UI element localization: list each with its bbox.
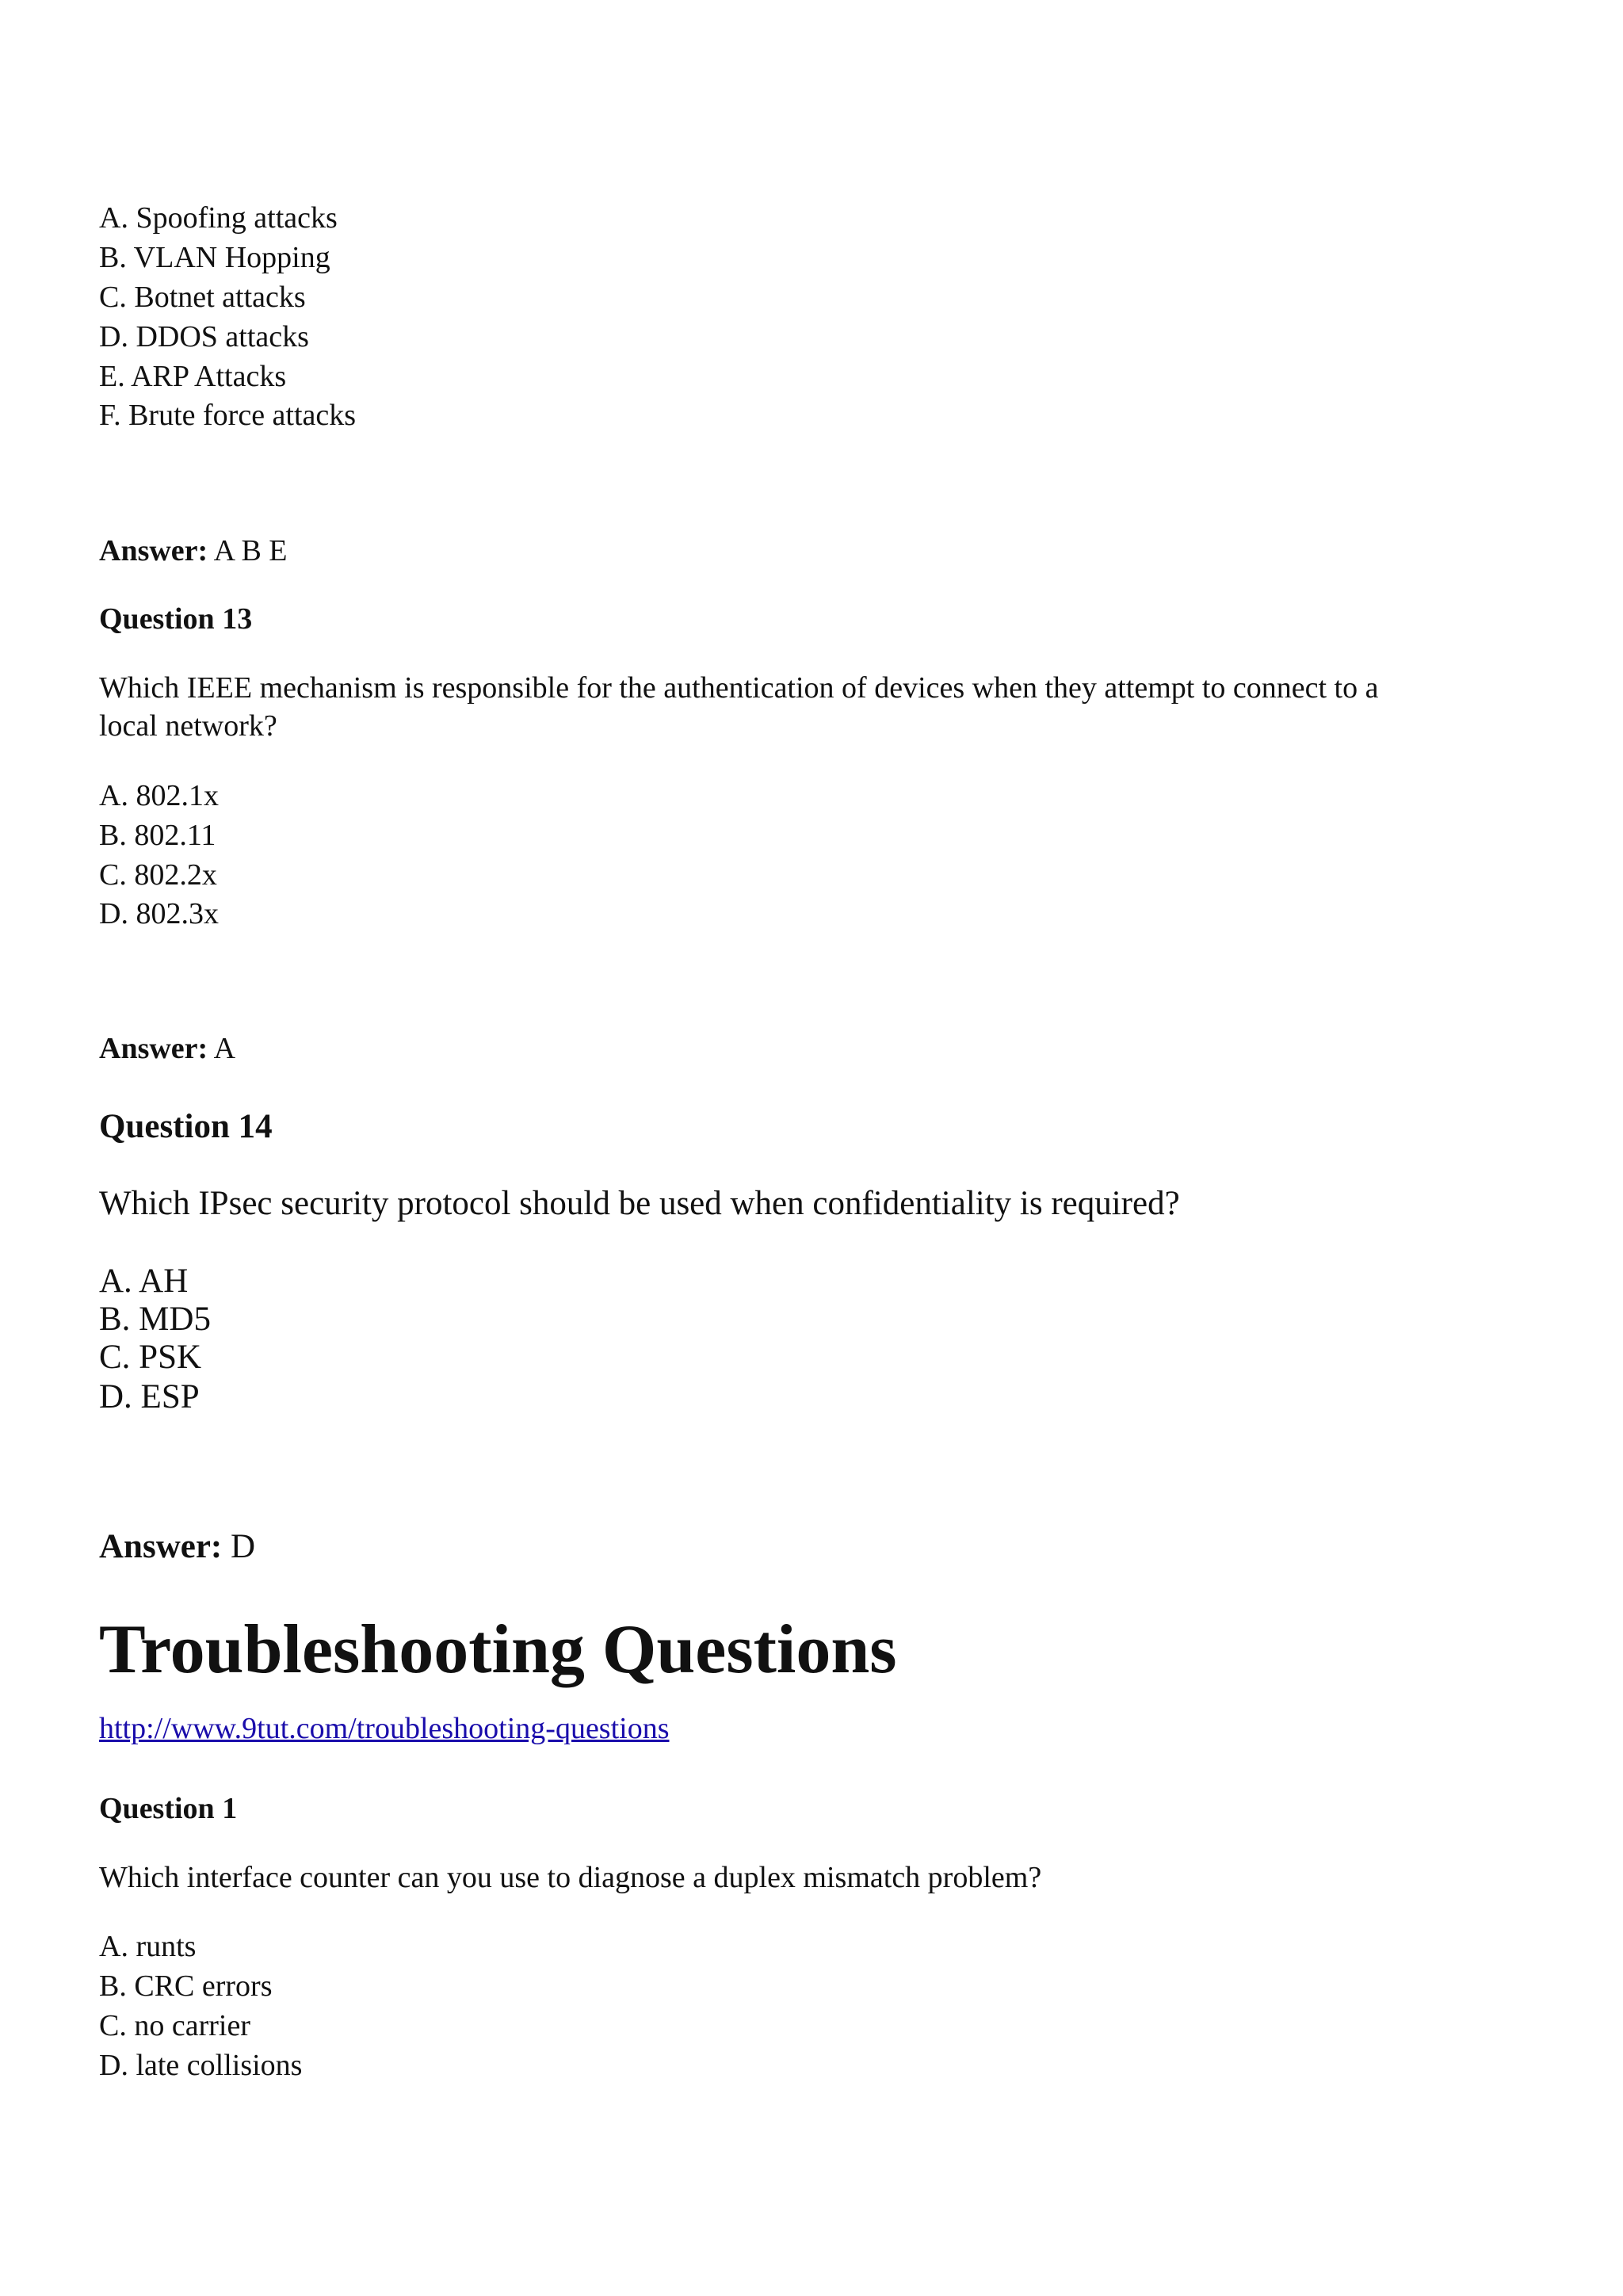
option-c: C. Botnet attacks (99, 281, 306, 314)
q14-option-b: B. MD5 (99, 1301, 211, 1338)
q14-option-d: D. ESP (99, 1378, 200, 1415)
q13-answer-line (99, 1033, 235, 1064)
q13-option-c: C. 802.2x (99, 858, 217, 892)
tq1-option-b: B. CRC errors (99, 1969, 273, 2003)
q13-option-a: A. 802.1x (99, 779, 219, 812)
q13-option-d: D. 802.3x (99, 897, 219, 930)
question-13-title: Question 13 (99, 602, 253, 636)
tq1-option-a: A. runts (99, 1930, 197, 1963)
q14-option-a: A. AH (99, 1263, 189, 1300)
question-13-text-line1: Which IEEE mechanism is responsible for the authentication of devices when they attempt to connect to a (99, 671, 1379, 705)
option-e: E. ARP Attacks (99, 360, 287, 393)
option-a: A. Spoofing attacks (99, 201, 338, 235)
answer-value: A B E (213, 534, 288, 567)
troubleshooting-question-1-text: Which interface counter can you use to diagnose a duplex mismatch problem? (99, 1861, 1042, 1894)
answer-value: D (231, 1528, 256, 1565)
question-14-text: Which IPsec security protocol should be used when confidentiality is required? (99, 1185, 1180, 1222)
q14-answer-line (99, 1530, 255, 1564)
option-b: B. VLAN Hopping (99, 241, 330, 274)
tq1-option-c: C. no carrier (99, 2009, 250, 2042)
question-14-title: Question 14 (99, 1108, 273, 1145)
answer-line (99, 536, 288, 566)
answer-label: Answer: (99, 534, 208, 567)
question-13-text-line2: local network? (99, 709, 277, 743)
q14-option-c: C. PSK (99, 1339, 202, 1376)
answer-label: Answer: (99, 1528, 223, 1565)
troubleshooting-question-1-title: Question 1 (99, 1792, 238, 1825)
tq1-option-d: D. late collisions (99, 2049, 303, 2082)
answer-value: A (213, 1032, 236, 1065)
section-link-row (99, 1713, 670, 1744)
q13-option-b: B. 802.11 (99, 819, 216, 852)
answer-label: Answer: (99, 1032, 208, 1065)
troubleshooting-link[interactable]: http://www.9tut.com/troubleshooting-questions (99, 1712, 670, 1745)
option-d: D. DDOS attacks (99, 320, 309, 353)
option-f: F. Brute force attacks (99, 399, 357, 432)
section-heading: Troubleshooting Questions (99, 1611, 897, 1688)
